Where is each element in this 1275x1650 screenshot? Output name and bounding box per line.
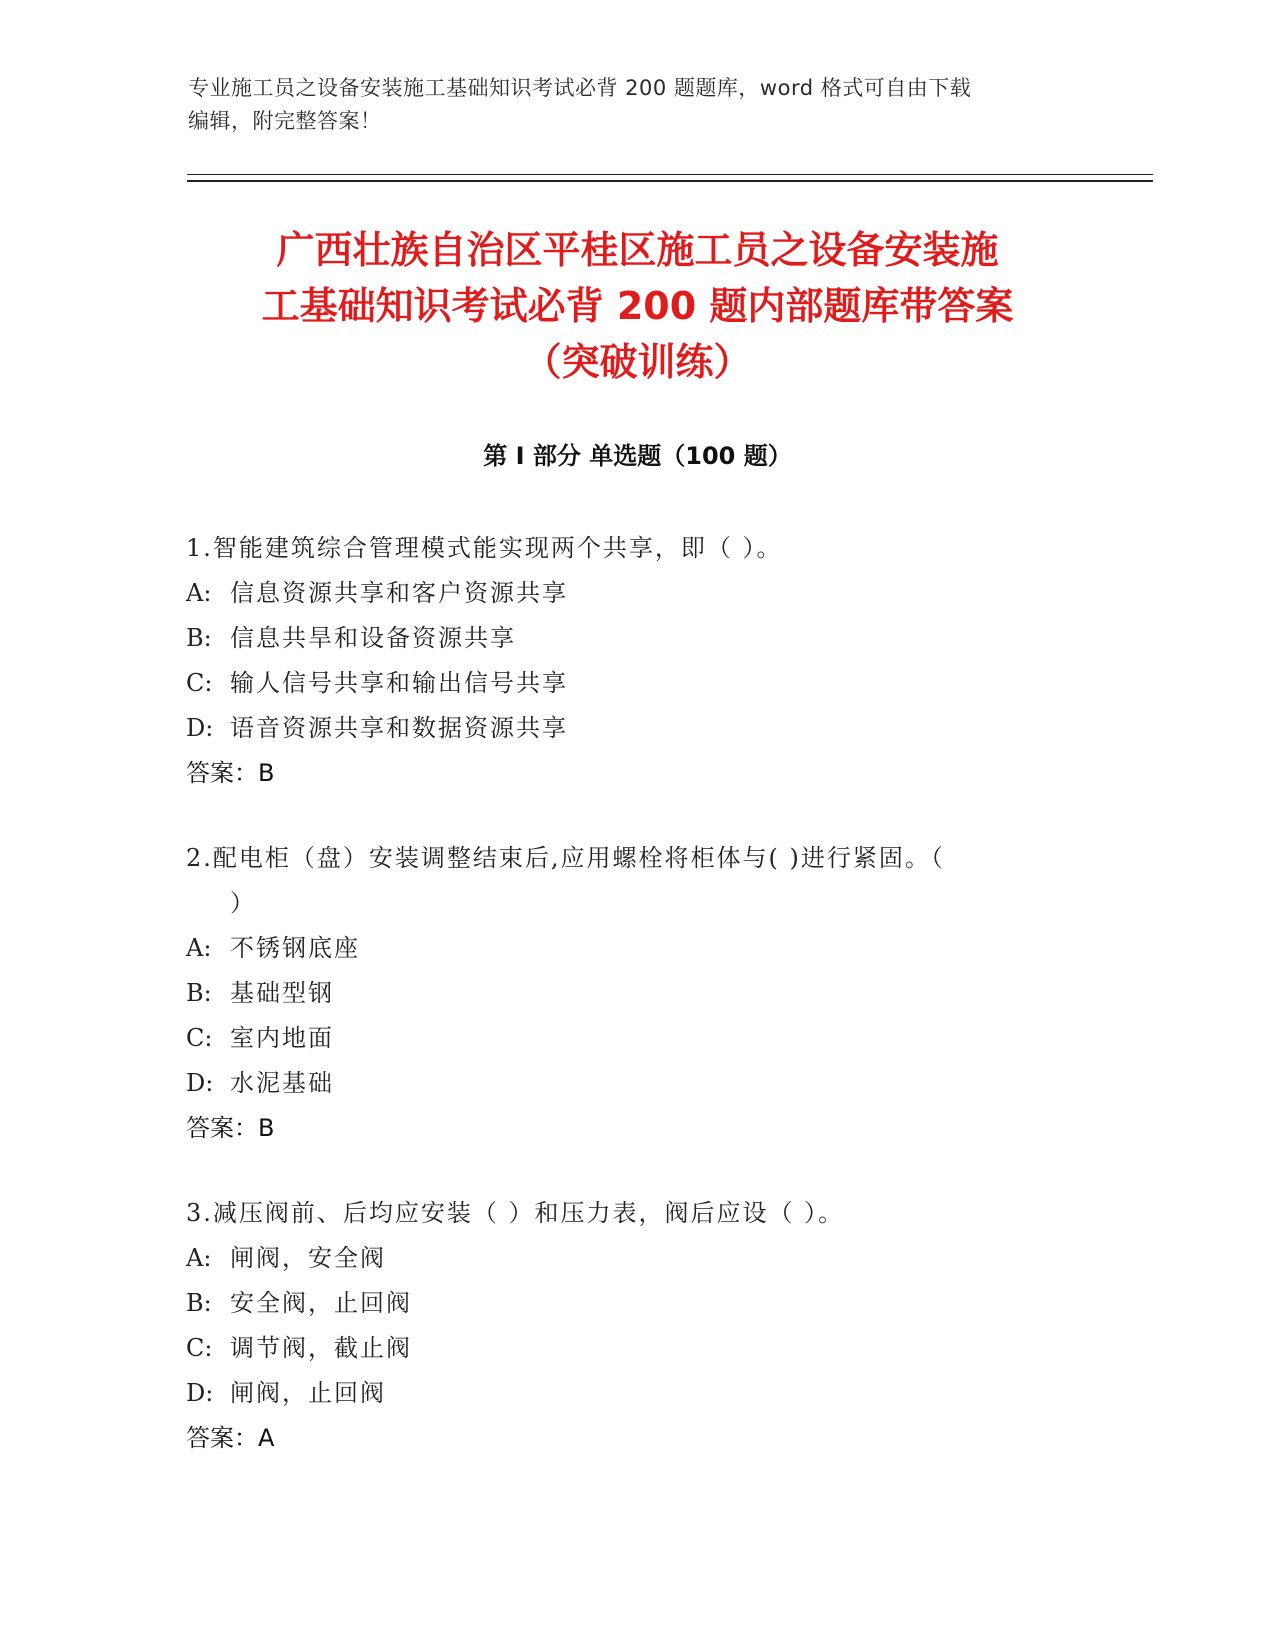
- option-letter: A:: [186, 1244, 212, 1272]
- question-item: [186, 1191, 1066, 1461]
- option-letter: C:: [186, 1024, 213, 1052]
- option-letter: D:: [186, 1069, 214, 1097]
- option-text: 调节阀，截止阀: [230, 1334, 412, 1362]
- document-title: [150, 222, 1125, 390]
- answer-line: 答案：A: [186, 1424, 275, 1452]
- option-c: [186, 1326, 1066, 1371]
- option-b: [186, 616, 1066, 661]
- option-a: [186, 1236, 1066, 1281]
- title-line-2: 工基础知识考试必背 200 题内部题库带答案: [261, 284, 1014, 328]
- question-item: [186, 526, 1066, 796]
- option-letter: C:: [186, 669, 213, 697]
- question-item: [186, 836, 1066, 1151]
- option-d: [186, 1061, 1066, 1106]
- header-note-line-2: 编辑，附完整答案！: [188, 109, 382, 133]
- answer-line: 答案：B: [186, 1114, 275, 1142]
- option-a: [186, 926, 1066, 971]
- question-list: [186, 526, 1066, 1501]
- option-text: 闸阀，安全阀: [230, 1244, 386, 1272]
- option-text: 室内地面: [230, 1024, 334, 1052]
- option-letter: A:: [186, 934, 212, 962]
- option-text: 信息资源共享和客户资源共享: [230, 579, 568, 607]
- option-text: 不锈钢底座: [230, 934, 360, 962]
- option-text: 输人信号共享和输出信号共享: [230, 669, 568, 697]
- option-text: 基础型钢: [230, 979, 334, 1007]
- answer-line: 答案：B: [186, 759, 275, 787]
- option-letter: C:: [186, 1334, 213, 1362]
- option-text: 信息共旱和设备资源共享: [230, 624, 516, 652]
- option-c: [186, 1016, 1066, 1061]
- option-text: 水泥基础: [230, 1069, 334, 1097]
- header-note-line-1: 专业施工员之设备安装施工基础知识考试必背 200 题题库，word 格式可自由下载: [188, 76, 972, 100]
- title-line-1: 广西壮族自治区平桂区施工员之设备安装施: [276, 228, 999, 272]
- option-a: [186, 571, 1066, 616]
- option-text: 闸阀，止回阀: [230, 1379, 386, 1407]
- question-stem-continuation: ）: [230, 889, 254, 917]
- option-c: [186, 661, 1066, 706]
- option-letter: D:: [186, 714, 214, 742]
- question-stem: 2.配电柜（盘）安装调整结束后,应用螺栓将柜体与( )进行紧固。（: [186, 844, 945, 872]
- option-b: [186, 1281, 1066, 1326]
- option-d: [186, 1371, 1066, 1416]
- document-header-note: [188, 72, 1088, 138]
- option-letter: B:: [186, 979, 212, 1007]
- question-stem: 1.智能建筑综合管理模式能实现两个共享，即（ ）。: [186, 534, 783, 562]
- option-d: [186, 706, 1066, 751]
- option-text: 安全阀，止回阀: [230, 1289, 412, 1317]
- question-stem: 3.减压阀前、后均应安装（ ）和压力表，阀后应设（ ）。: [186, 1199, 845, 1227]
- option-text: 语音资源共享和数据资源共享: [230, 714, 568, 742]
- section-heading: 第 I 部分 单选题（100 题）: [483, 442, 792, 470]
- option-letter: A:: [186, 579, 212, 607]
- header-divider-thick: [187, 180, 1153, 182]
- option-letter: D:: [186, 1379, 214, 1407]
- option-b: [186, 971, 1066, 1016]
- header-divider-thin: [187, 174, 1153, 175]
- title-line-3: （突破训练）: [523, 340, 752, 384]
- option-letter: B:: [186, 624, 212, 652]
- option-letter: B:: [186, 1289, 212, 1317]
